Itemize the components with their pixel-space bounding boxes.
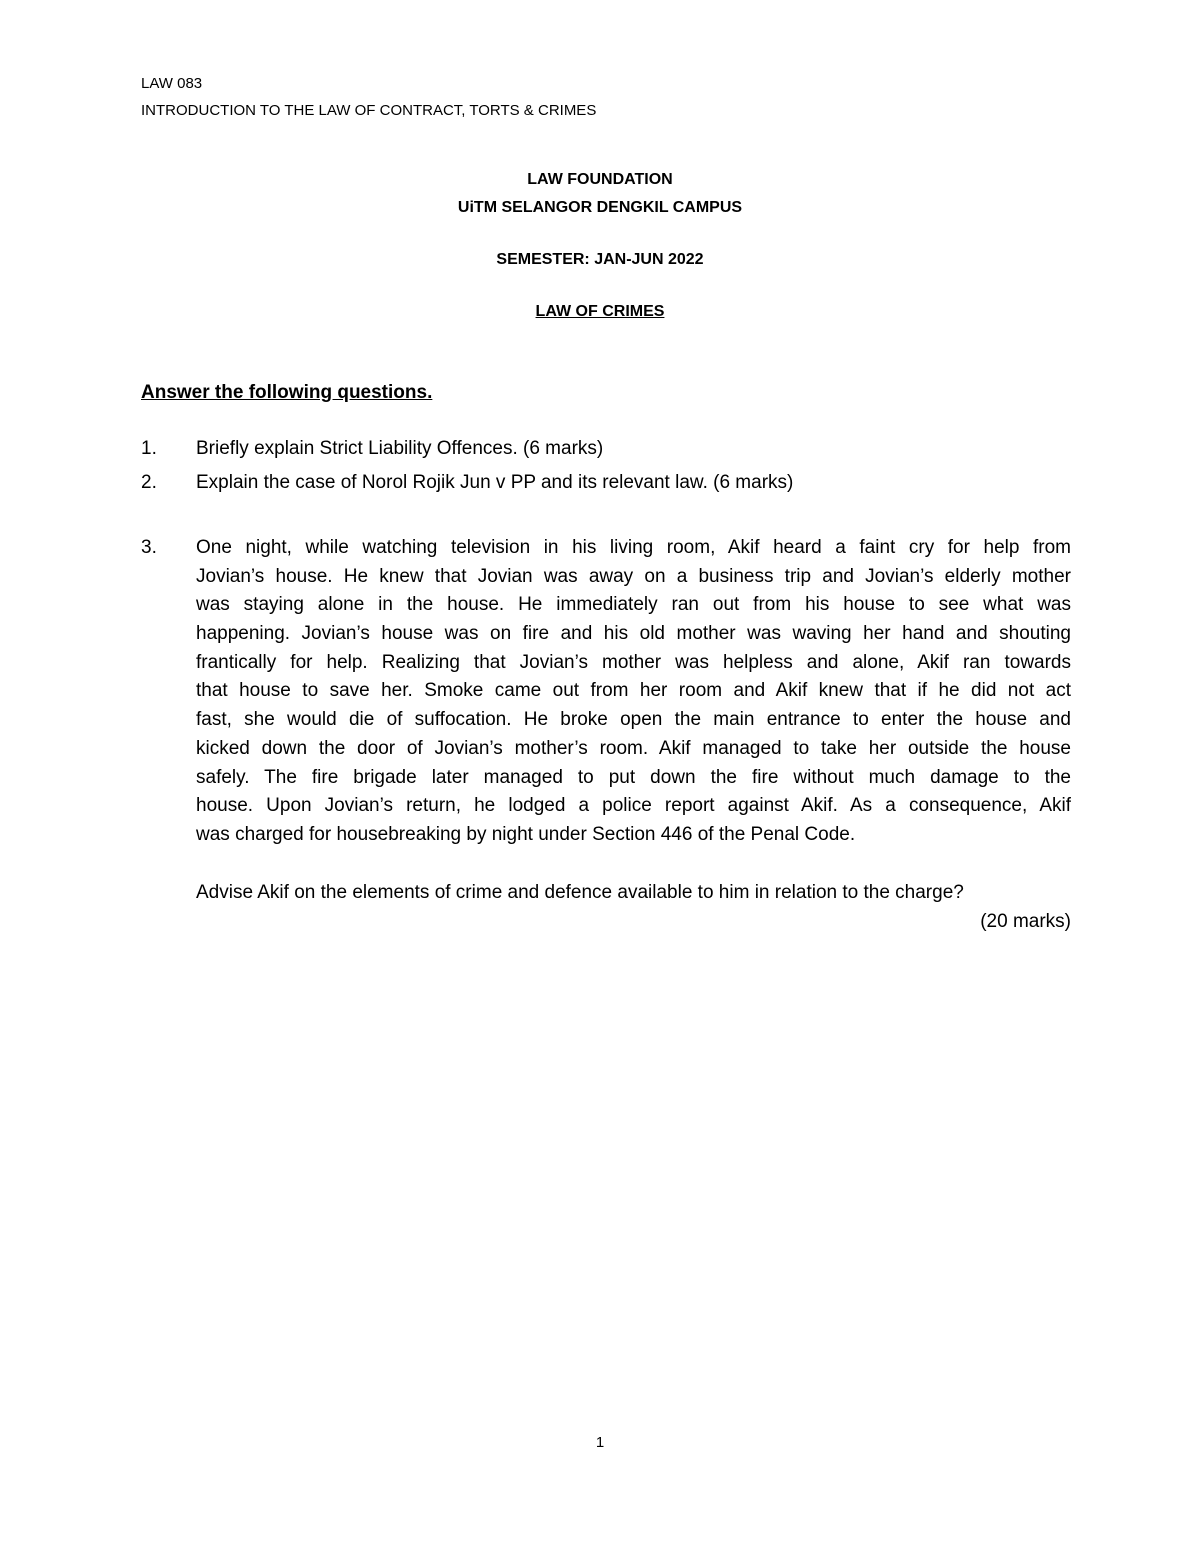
course-code: LAW 083: [141, 75, 203, 92]
question-3-prompt: Advise Akif on the elements of crime and defence available to him in relation to the charge?: [196, 882, 964, 903]
scenario-line: house. Upon Jovian’s return, he lodged a police report against Akif. As a consequence, Akif: [196, 795, 1071, 817]
question-number: 1.: [141, 438, 157, 459]
program-title: LAW FOUNDATION: [527, 171, 673, 188]
question-3-scenario: [196, 534, 1071, 850]
scenario-line: was staying alone in the house. He immediately ran out from his house to see what was: [196, 594, 1071, 616]
scenario-line: that house to save her. Smoke came out from her room and Akif knew that if he did not act: [196, 680, 1071, 702]
topic-title: LAW OF CRIMES: [535, 303, 665, 320]
question-3-marks: (20 marks): [980, 911, 1071, 932]
scenario-line: happening. Jovian’s house was on fire and his old mother was waving her hand and shouting: [196, 623, 1071, 645]
campus-title: UiTM SELANGOR DENGKIL CAMPUS: [457, 199, 743, 216]
scenario-line: safely. The fire brigade later managed to put down the fire without much damage to the: [196, 766, 1071, 788]
question-text: Briefly explain Strict Liability Offences. (6 marks): [196, 438, 604, 459]
course-title: INTRODUCTION TO THE LAW OF CONTRACT, TORTS & CRIMES: [141, 102, 597, 119]
question-number: 2.: [141, 472, 157, 493]
scenario-line: fast, she would die of suffocation. He broke open the main entrance to enter the house and: [196, 709, 1071, 731]
scenario-line: One night, while watching television in his living room, Akif heard a faint cry for help from: [196, 537, 1071, 558]
scenario-line: frantically for help. Realizing that Jovian’s mother was helpless and alone, Akif ran towards: [196, 651, 1071, 673]
question-number: 3.: [141, 537, 157, 558]
scenario-line: Jovian’s house. He knew that Jovian was away on a business trip and Jovian’s elderly mother: [196, 565, 1071, 587]
scenario-line: kicked down the door of Jovian’s mother’s room. Akif managed to take her outside the house: [196, 737, 1071, 759]
semester-title: SEMESTER: JAN-JUN 2022: [496, 251, 704, 268]
scenario-line: was charged for housebreaking by night under Section 446 of the Penal Code.: [196, 823, 856, 845]
document-header: [141, 70, 596, 124]
instruction-heading: Answer the following questions.: [141, 382, 433, 403]
question-text: Explain the case of Norol Rojik Jun v PP and its relevant law. (6 marks): [196, 472, 794, 493]
page-number: 1: [595, 1434, 605, 1451]
